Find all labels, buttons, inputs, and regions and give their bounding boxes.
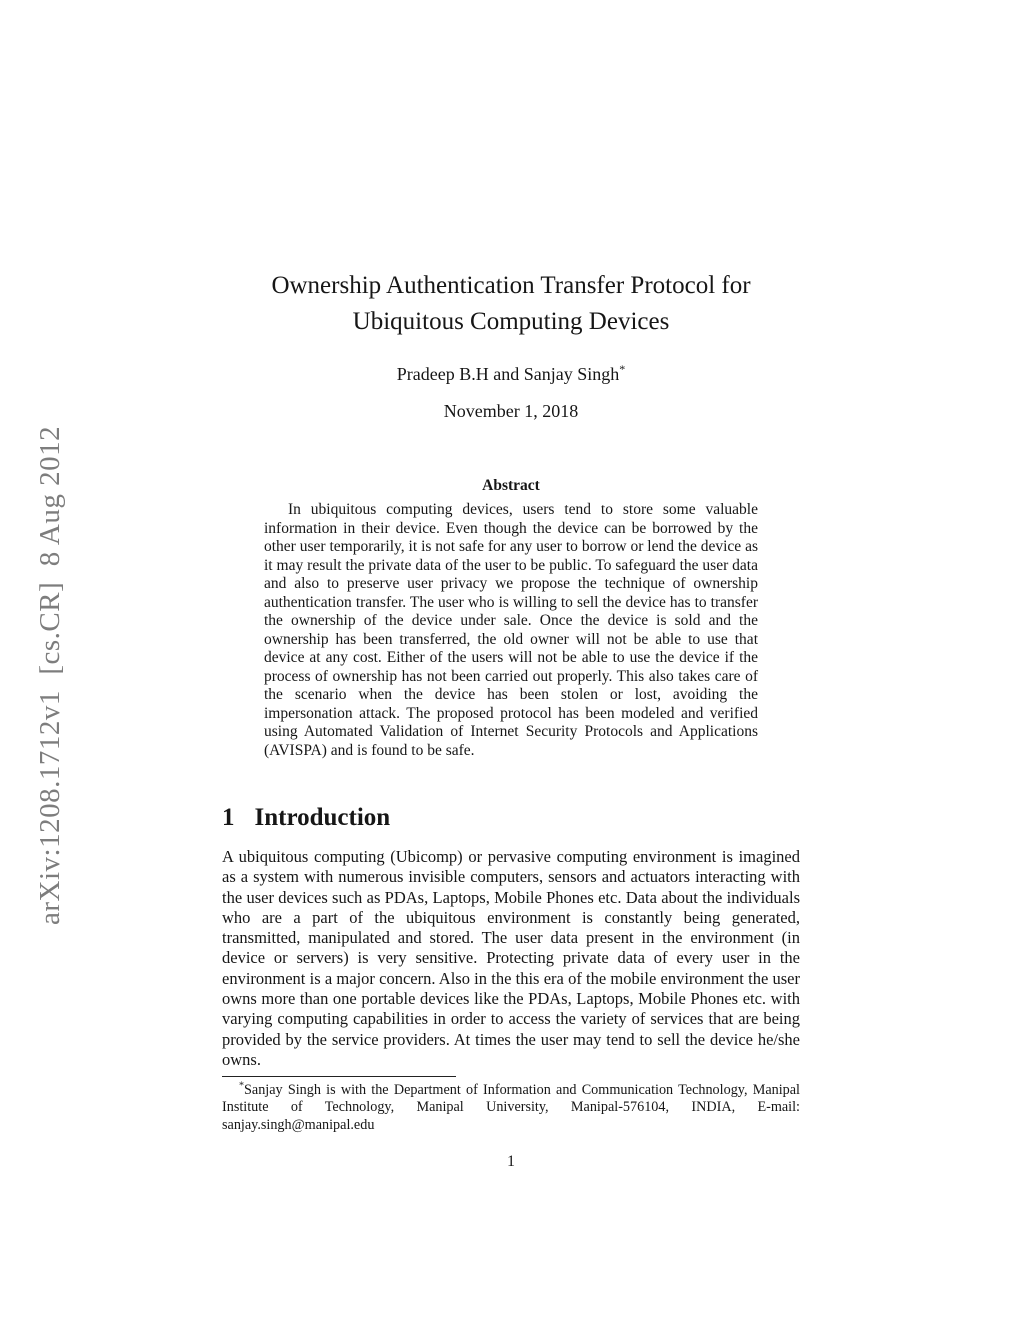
section-heading-introduction <box>222 804 800 832</box>
section-number: 1 <box>222 804 235 831</box>
footnote-text: Sanjay Singh is with the Department of Information and Communication Technology, Manipal Institute of Technology, Manipal University, Manipal-576104, INDIA, E-mail: sanjay.singh@manipal.edu <box>222 1082 800 1133</box>
footnote-rule <box>222 1076 456 1077</box>
section-title: Introduction <box>254 804 391 831</box>
footnote-paragraph <box>222 1082 800 1134</box>
introduction-body <box>222 847 800 1070</box>
abstract-body <box>264 501 758 760</box>
authors-names: Pradeep B.H and Sanjay Singh <box>396 364 620 384</box>
paper-date: November 1, 2018 <box>443 401 579 421</box>
abstract-heading: Abstract <box>482 477 540 494</box>
authors-line <box>222 364 800 385</box>
paper-title-line-2: Ubiquitous Computing Devices <box>352 308 670 335</box>
footnote <box>222 1082 800 1134</box>
paper-title-line-1: Ownership Authentication Transfer Protocol for <box>271 272 751 299</box>
page-number: 1 <box>507 1153 515 1170</box>
arxiv-watermark: arXiv:1208.1712v1 [cs.CR] 8 Aug 2012 <box>34 425 66 925</box>
abstract-text: In ubiquitous computing devices, users tend to store some valuable information in their device. Even though the device can be borrowed by the other user temporarily, it is not safe for any user to borrow or lend the device as it may result the private data of the user to be public. To safeguard the user data and also to preserve user privacy we propose the technique of ownership authentication transfer. The user who is willing to sell the device has to transfer the ownership of the device under sale. Once the device is sold and the ownership has been transferred, the old owner will not be able to use that device at any cost. Either of the users will not be able to use the device if the process of ownership has not been carried out properly. This also takes care of the scenario when the device has been stolen or lost, avoiding the impersonation attack. The proposed protocol has been modeled and verified using Automated Validation of Internet Security Protocols and Applications (AVISPA) and is found to be safe. <box>264 501 758 759</box>
paper-title <box>222 268 800 340</box>
author-footnote-mark: * <box>619 362 626 376</box>
footnote-mark: * <box>239 1080 244 1092</box>
introduction-paragraph: A ubiquitous computing (Ubicomp) or pervasive computing environment is imagined as a system with numerous invisible computers, sensors and actuators interacting with the user devices such as PDAs, Laptops, Mobile Phones etc. Data about the individuals who are a part of the ubiquitous environment is constantly being generated, transmitted, manipulated and stored. The user data present in the environment (in device or servers) is very sensitive. Protecting private data of every user in the environment is a major concern. Also in the this era of the mobile environment the user owns more than one portable devices like the PDAs, Laptops, Mobile Phones etc. with varying computing capabilities in order to access the variety of services that are being provided by the service providers. At times the user may tend to sell the device he/she owns. <box>222 847 800 1069</box>
